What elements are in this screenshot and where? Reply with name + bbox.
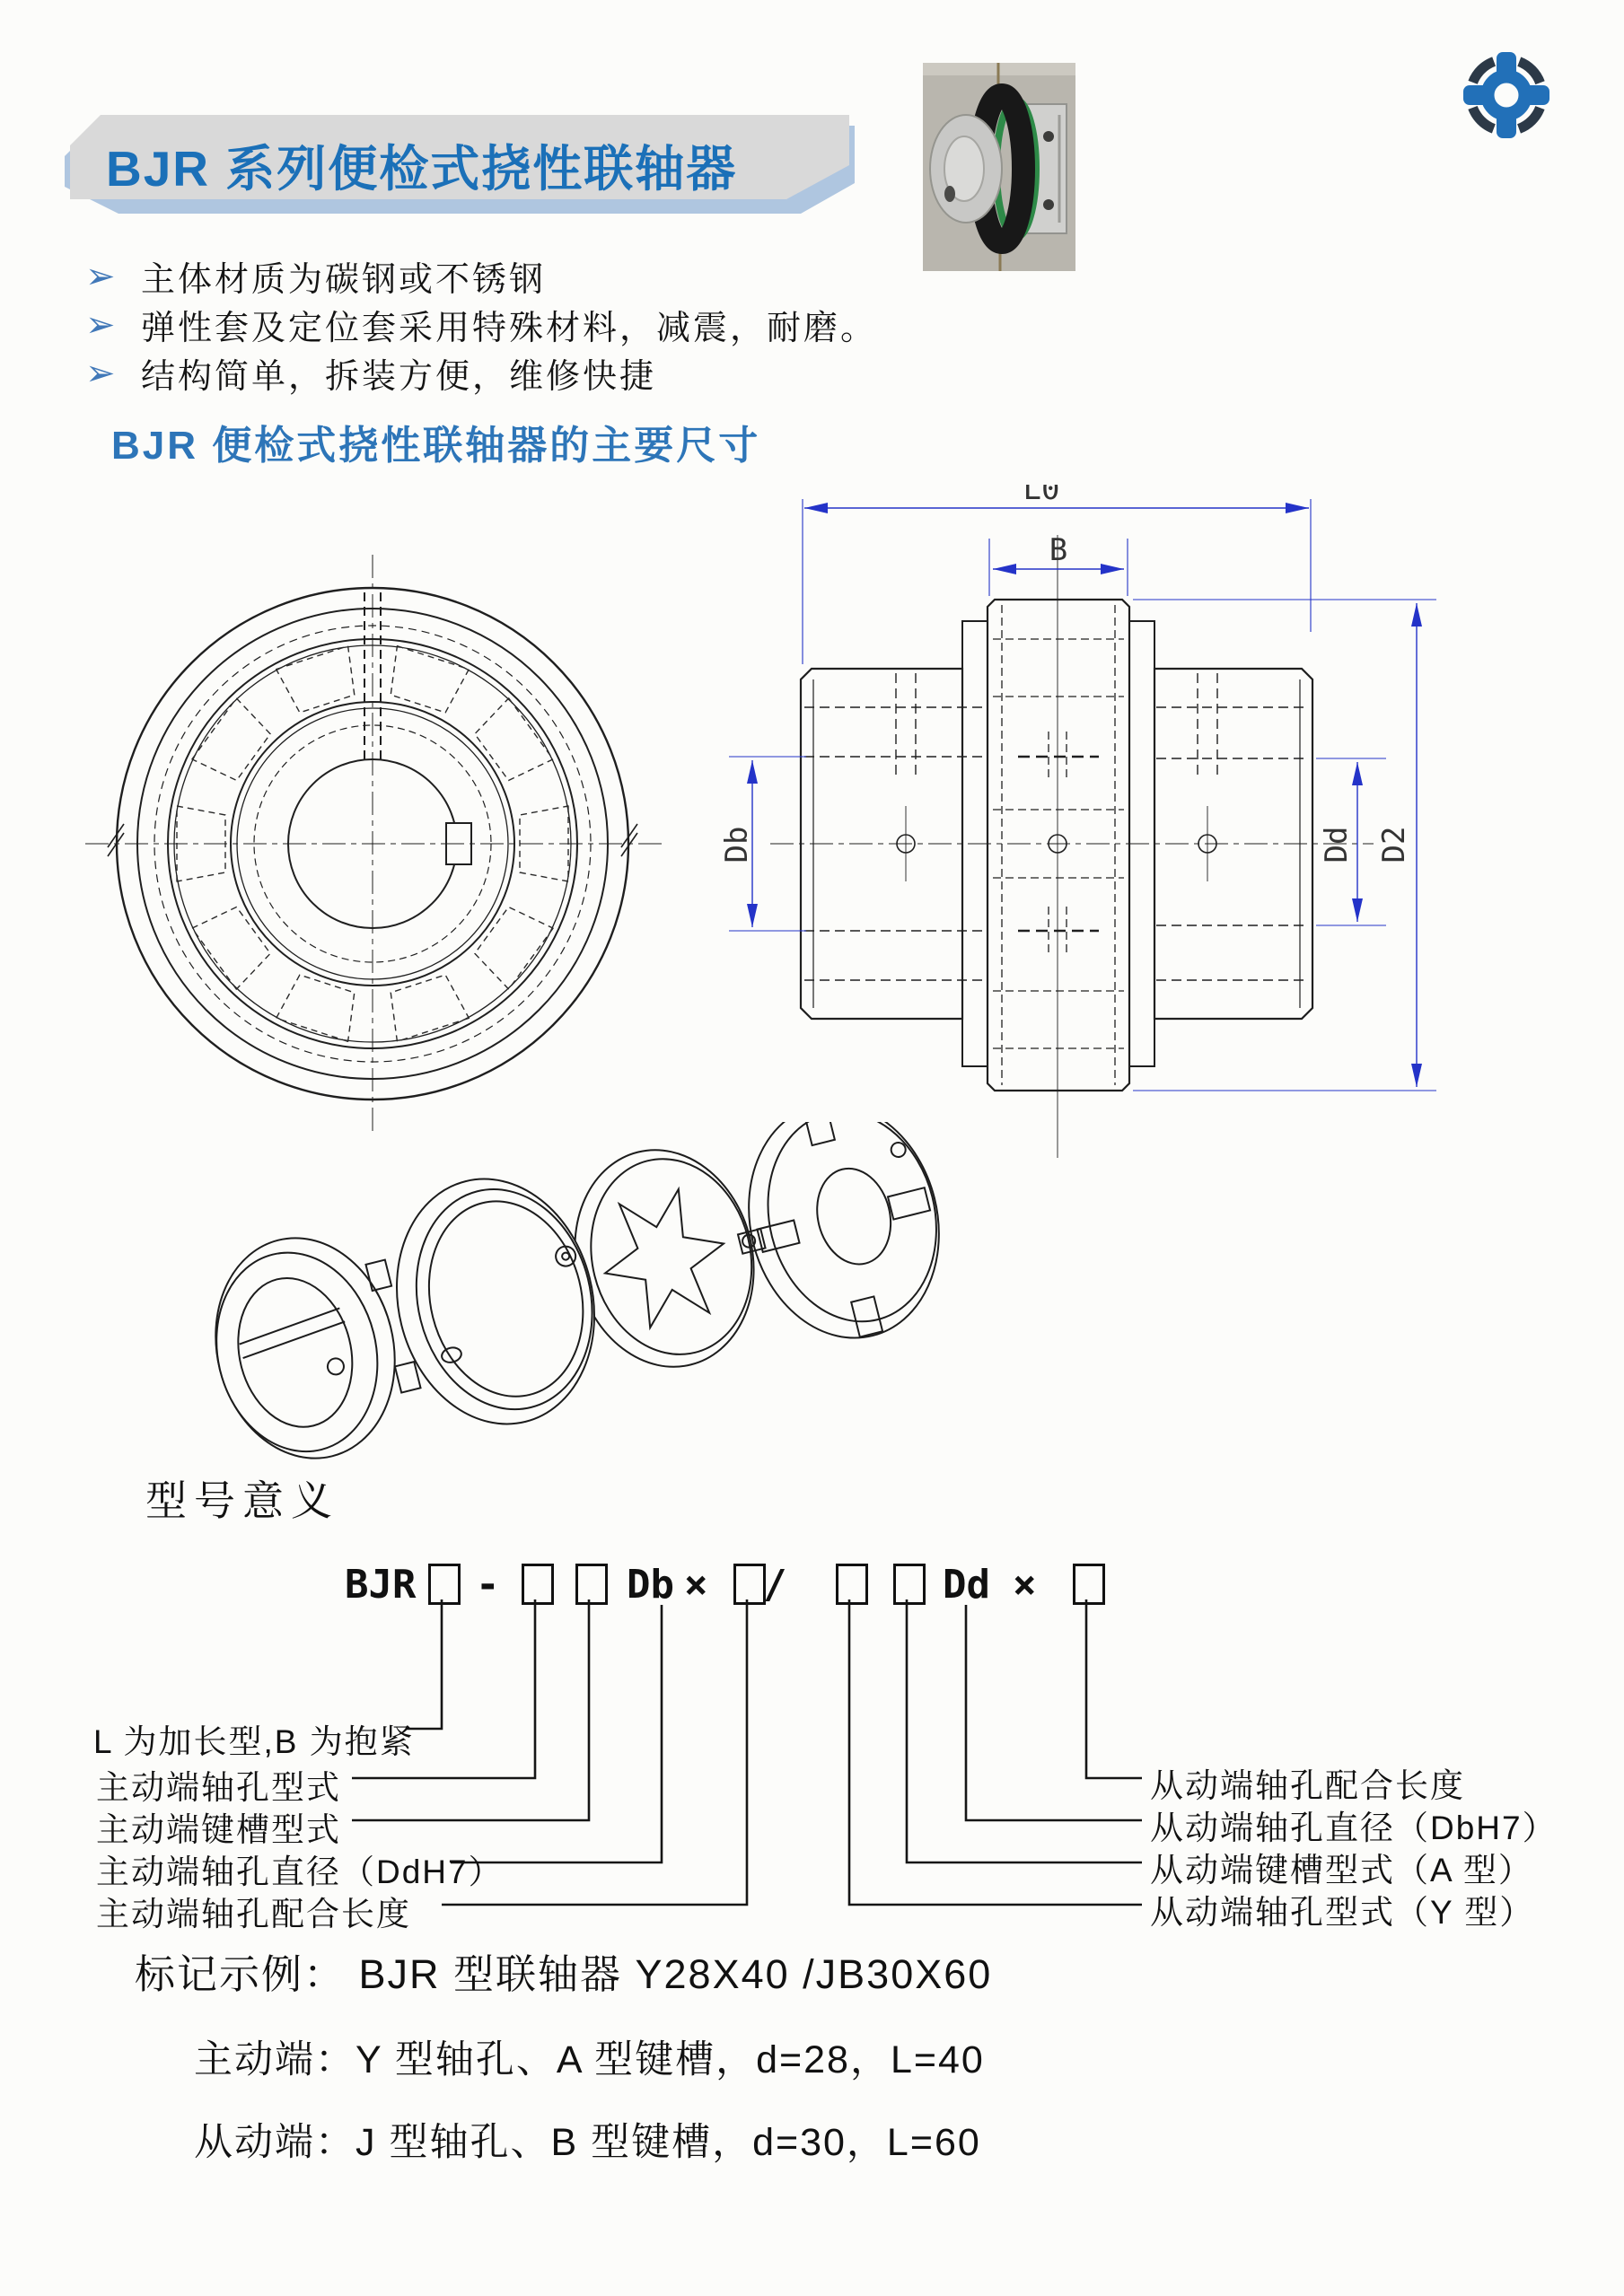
- side-view: [770, 535, 1374, 1158]
- dimension-lines: [729, 499, 1436, 1091]
- left-label-2: 主动端轴孔型式: [96, 1769, 341, 1806]
- part-hub-right: [724, 1122, 963, 1358]
- right-label-4: 从动端轴孔型式（Y 型）: [1150, 1894, 1535, 1931]
- example-line-3: 从动端：J 型轴孔、B 型键槽，d=30，L=60: [194, 2121, 981, 2164]
- code-dash: -: [476, 1562, 500, 1608]
- right-label-2: 从动端轴孔直径（DbH7）: [1150, 1810, 1558, 1846]
- dim-label-Dd: Dd: [1319, 826, 1355, 863]
- feature-text: 弹性套及定位套采用特殊材料，减震，耐磨。: [140, 310, 877, 347]
- page-title: BJR 系列便检式挠性联轴器: [106, 141, 738, 197]
- part-hub-left: [193, 1215, 432, 1477]
- part-ring: [372, 1158, 619, 1445]
- code-times-1: ×: [684, 1562, 708, 1608]
- arrow-bullet-icon: ➢: [85, 304, 116, 345]
- example-line-1: 标记示例： BJR 型联轴器 Y28X40 /JB30X60: [135, 1951, 993, 1997]
- left-label-3: 主动端键槽型式: [96, 1811, 341, 1848]
- company-logo: [1460, 47, 1553, 144]
- left-label-1: L 为加长型,B 为抱紧: [93, 1723, 415, 1760]
- left-label-5: 主动端轴孔配合长度: [96, 1896, 411, 1932]
- dim-label-D2: D2: [1376, 826, 1412, 863]
- code-times-2: ×: [1013, 1562, 1037, 1608]
- code-slash: /: [763, 1562, 787, 1608]
- coupling-photo-art: [923, 63, 1075, 271]
- code-prefix: BJR: [345, 1562, 417, 1608]
- exploded-view-drawing: [162, 1122, 1005, 1499]
- dimension-drawing: [54, 485, 1481, 1167]
- dim-label-Db: Db: [719, 826, 755, 863]
- feature-item: [85, 348, 1073, 395]
- feature-text: 结构简单，拆装方便，维修快捷: [140, 358, 656, 396]
- arrow-bullet-icon: ➢: [85, 256, 116, 296]
- arrow-bullet-icon: ➢: [85, 353, 116, 393]
- section-title: BJR 便检式挠性联轴器的主要尺寸: [111, 424, 761, 468]
- right-label-3: 从动端键槽型式（A 型）: [1150, 1852, 1533, 1889]
- dim-label-L0: L0: [1023, 485, 1060, 507]
- exploded-view: [162, 1122, 1005, 1499]
- model-meaning-heading: 型号意义: [145, 1477, 339, 1524]
- code-db: Db: [627, 1562, 674, 1608]
- feature-item: [85, 300, 1073, 346]
- front-view: [85, 555, 662, 1134]
- product-photo: [923, 63, 1075, 271]
- code-dd: Dd: [943, 1562, 990, 1608]
- dim-label-B: B: [1049, 532, 1068, 568]
- coupling-drawing: [54, 485, 1481, 1167]
- right-label-1: 从动端轴孔配合长度: [1150, 1767, 1465, 1804]
- left-label-4: 主动端轴孔直径（DdH7）: [96, 1853, 504, 1890]
- feature-text: 主体材质为碳钢或不锈钢: [140, 261, 546, 299]
- feature-item: [85, 251, 1073, 298]
- example-line-2: 主动端：Y 型轴孔、A 型键槽，d=28，L=40: [194, 2038, 985, 2081]
- coupling-logo-icon: [1460, 47, 1553, 144]
